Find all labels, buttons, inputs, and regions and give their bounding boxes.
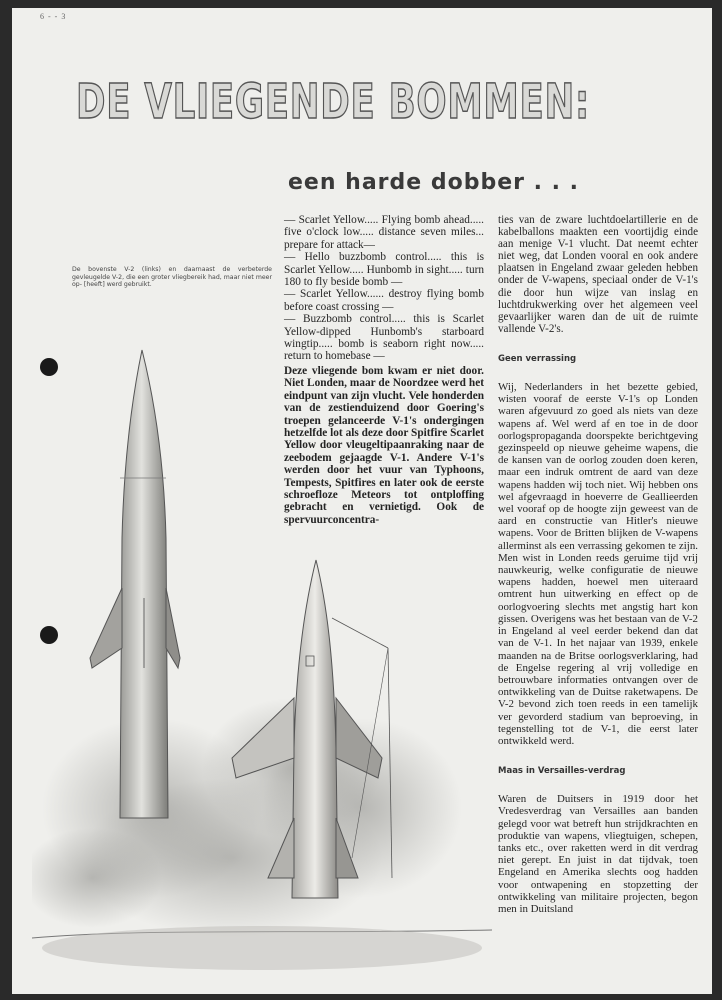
intro-paragraph: ties van de zware luchtdoelartillerie en de kabelballons maakten een voortijdig einde aan menige V-1 vlucht. Dat neemt echter niet weg, dat Londen vooral en ook andere plaatsen in Engeland zwaar geleden hebben onder de V-wapens, speciaal onder de V-1's die door hun wijze van inslag en luchtdrukwerking over het algemeen veel gevaarlijker waren dan de uit de ruimte vallende V-2's.: [498, 214, 698, 335]
section-heading: Maas in Versailles-verdrag: [498, 766, 626, 777]
radio-line: — Hello buzzbomb control..... this is Scarlet Yellow..... Hunbomb in sight..... turn 180 to fly beside bomb —: [284, 251, 484, 289]
corner-mark: 6 - - 3: [40, 12, 67, 21]
page-subtitle: een harde dobber . . .: [288, 170, 580, 195]
right-column: [498, 214, 698, 915]
radio-line: — Scarlet Yellow...... destroy flying bomb before coast crossing —: [284, 288, 484, 313]
section-paragraph: Wij, Nederlanders in het bezette gebied, wisten vooraf de eerste V-1's op Londen waren afgevuurd zo goed als niets van deze wapens af. Wel werd af en toe in de door oorlogspropaganda doorspekte berichtgeving gezinspeeld op nieuwe geheime wapens, die de kansen van de oorlog zouden doen keren, maar een indruk omtrent de aard van deze wapens hadden wij toch niet. Wij hebben ons wel afgevraagd in hoeverre de Geallieerden wel vooraf op de hoogte zijn geweest van de aard en constructie van Hitler's nieuwe wapens. Voor de Britten blijken de V-wapens allerminst als een verrassing gekomen te zijn. Men wist in Londen reeds geruime tijd vrij nauwkeurig, welke configuratie de nieuwe wapens hadden, hoewel men uiteraard omtrent hun uitwerking en effect op de oorlogvoering slechts met angstig hart kon gissen. Overigens was het bestaan van de V-2 in Engeland al veel eerder bekend dan dat van de V-1. In het najaar van 1939, enkele maanden na de Britse oorlogsverklaring, had de Engelse regering al vrij volledige en betrouwbare informaties ontvangen over de ontwikkeling van de Duitse raketwapens. De V-2 bevond zich toen reeds in een tamelijk ver gevorderd stadium van beproeving, in tegenstelling tot de V-1, die eerst later ontwikkeld werd.: [498, 381, 698, 747]
page-title: DE VLIEGENDE BOMMEN:: [76, 74, 590, 130]
illustration-caption: De bovenste V-2 (links) en daarnaast de verbeterde gevleugelde V-2, die een groter vliegbereik had, maar niet meer op- [heeft] werd gebruikt.: [72, 266, 272, 289]
radio-line: — Buzzbomb control..... this is Scarlet Yellow-dipped Hunbomb's starboard wingtip..... bomb is seaborn right now..... return to homebase —: [284, 313, 484, 363]
section-heading: Geen verrassing: [498, 353, 577, 364]
smoke-clouds: [32, 698, 462, 938]
middle-column: [284, 214, 484, 526]
section-paragraph: Waren de Duitsers in 1919 door het Vredesverdrag van Versailles aan banden gelegd voor wat betreft hun strijdkrachten en produktie van wapens, vliegtuigen, schepen, tanks etc., over raketten werd in dit verdrag niet gerept. En juist in dat tijdvak, toen Engeland en Amerika slechts oog hadden voor ontwapening en stopzetting der ontwikkeling van militaire projecten, begon men in Duitsland: [498, 793, 698, 916]
radio-line: — Scarlet Yellow..... Flying bomb ahead..... five o'clock low..... distance seven miles... prepare for attack—: [284, 214, 484, 251]
magazine-page: [12, 8, 712, 994]
body-paragraph: Deze vliegende bom kwam er niet door. Niet Londen, maar de Noordzee werd het eindpunt van zijn vlucht. Vele honderden van de zestienduizend door Goering's troepen gelanceerde V-1's ondergingen hetzelfde lot als deze door Spitfire Scarlet Yellow door vleugeltipaanraking naar de zeebodem gejaagde V-1. Andere V-1's werden door het vuur van Typhoons, Tempests, Spitfires en later ook de eerste schroefloze Meteors tot ontploffing gebracht en vernietigd. Ook de spervuurconcentra-: [284, 364, 484, 526]
